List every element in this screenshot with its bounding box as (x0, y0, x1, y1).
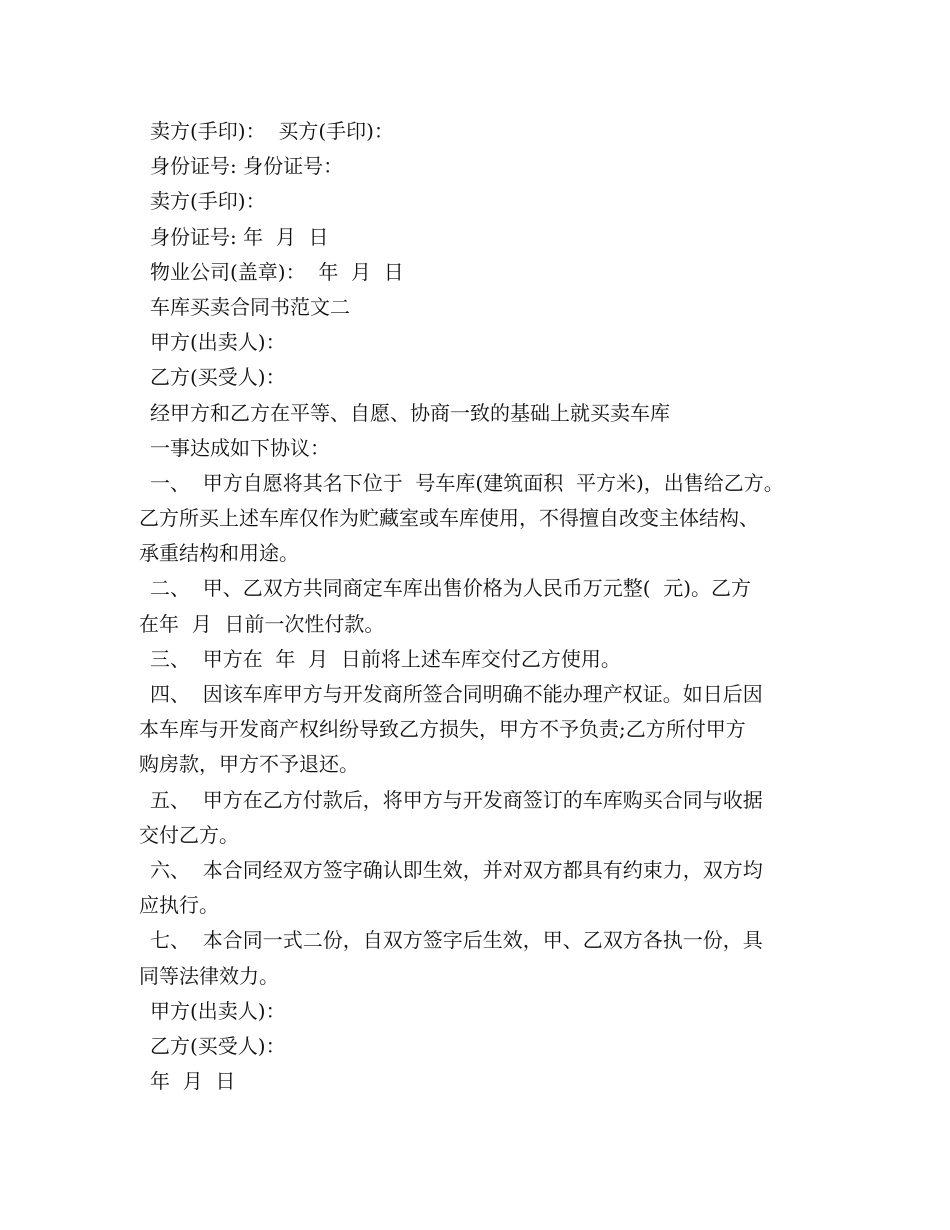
clause-1-line-3: 承重结构和用途。 (139, 541, 299, 566)
party-b-line: 乙方(买受人)： (150, 365, 286, 390)
clause-6-line-2: 应执行。 (139, 893, 219, 918)
clause-2-line-1: 二、 甲、乙双方共同商定车库出售价格为人民币万元整( 元)。乙方 (150, 576, 752, 601)
preamble-line-1: 经甲方和乙方在平等、自愿、协商一致的基础上就买卖车库 (150, 400, 670, 425)
clause-1-line-1: 一、 甲方自愿将其名下位于 号车库(建筑面积 平方米)，出售给乙方。 (150, 470, 784, 495)
property-company-seal-line: 物业公司(盖章)： 年 月 日 (150, 259, 404, 284)
document-body (139, 114, 819, 1099)
id-number-date-line: 身份证号: 年 月 日 (150, 224, 329, 249)
clause-7-line-1: 七、 本合同一式二份，自双方签字后生效，甲、乙双方各执一份，具 (150, 928, 763, 953)
signature-party-a: 甲方(出卖人)： (150, 998, 286, 1023)
section-title: 车库买卖合同书范文二 (150, 294, 350, 319)
clause-3-line-1: 三、 甲方在 年 月 日前将上述车库交付乙方使用。 (150, 646, 621, 671)
preamble-line-2: 一事达成如下协议： (150, 435, 330, 460)
clause-4-line-1: 四、 因该车库甲方与开发商所签合同明确不能办理产权证。如日后因 (150, 682, 763, 706)
id-number-line: 身份证号: 身份证号： (150, 154, 344, 179)
clause-5-line-1: 五、 甲方在乙方付款后，将甲方与开发商签订的车库购买合同与收据 (150, 787, 763, 812)
party-a-line: 甲方(出卖人)： (150, 330, 286, 355)
signature-party-b: 乙方(买受人)： (150, 1033, 286, 1058)
clause-7-line-2: 同等法律效力。 (139, 963, 279, 988)
seller-buyer-seal-line: 卖方(手印)： 买方(手印)： (150, 119, 394, 143)
clause-4-line-2: 本车库与开发商产权纠纷导致乙方损失，甲方不予负责;乙方所付甲方 (139, 717, 746, 742)
clause-4-line-3: 购房款，甲方不予退还。 (139, 752, 359, 777)
clause-1-line-2: 乙方所买上述车库仅作为贮藏室或车库使用，不得擅自改变主体结构、 (139, 506, 759, 531)
clause-2-line-2: 在年 月 日前一次性付款。 (139, 611, 385, 636)
signature-date: 年 月 日 (150, 1069, 236, 1094)
clause-5-line-2: 交付乙方。 (139, 822, 239, 847)
clause-6-line-1: 六、 本合同经双方签字确认即生效，并对双方都具有约束力，双方均 (150, 857, 763, 882)
seller-seal-line: 卖方(手印)： (150, 189, 266, 214)
